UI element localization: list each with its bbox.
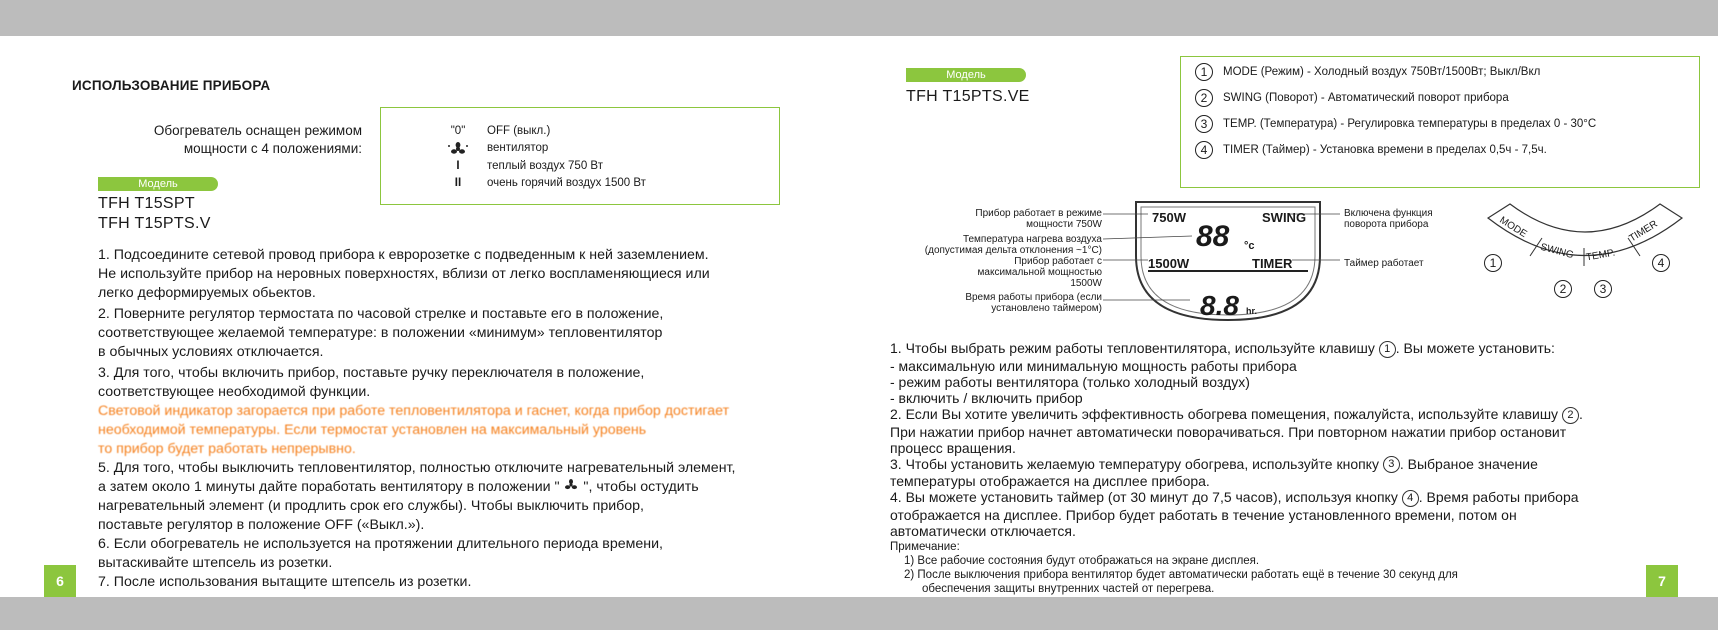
label-line: Включена функция [1344, 208, 1433, 219]
instruction-line: - максимальную или минимальную мощность работы прибора [890, 357, 1297, 374]
paragraph-line: нагревательный элемент (и продлить срок его службы). Чтобы выключить прибор, [98, 498, 645, 514]
number-circle: 1 [1195, 63, 1213, 81]
paragraph-line: Не используйте прибор на неровных поверхностях, вблизи от легко воспламеняющиеся или [98, 266, 710, 282]
notes [890, 540, 1458, 596]
label-line: 1500W [1070, 278, 1102, 289]
instruction-line: автоматически отключается. [890, 523, 1076, 540]
legend-row [1195, 141, 1547, 159]
label-line: поворота прибора [1344, 219, 1429, 230]
label-line: Температура нагрева воздуха [962, 234, 1102, 245]
paragraph-line: поставьте регулятор в положение OFF («Выкл.»). [98, 517, 425, 533]
number-circle: 2 [1554, 280, 1572, 298]
mode-symbol: "0" [450, 125, 466, 137]
label-750w [900, 208, 1102, 230]
label-line: установлено таймером) [991, 303, 1102, 314]
paragraph-line: соответствующее желаемой температуре: в положении «минимум» тепловентилятор [98, 325, 663, 341]
label-line: максимальной мощностью [977, 267, 1102, 278]
paragraph-line: 1. Подсоедините сетевой провод прибора к евророзетке с подведенным к ней заземлением. [98, 247, 709, 263]
legend-text: SWING (Поворот) - Автоматический поворот прибора [1223, 92, 1509, 104]
display-swing: SWING [1262, 210, 1307, 225]
model-label: Модель [906, 68, 1026, 82]
instruction-text: . Выбраное значение [1399, 455, 1538, 472]
legend-text: TEMP. (Температура) - Регулировка температуры в пределах 0 - 30°C [1223, 118, 1597, 130]
legend-text: MODE (Режим) - Холодный воздух 750Вт/1500Вт; Выкл/Вкл [1223, 66, 1541, 78]
mode-row-fan [441, 142, 548, 159]
number-circle: 2 [1195, 89, 1213, 107]
legend-row [1195, 115, 1596, 133]
model-name: TFH T15PTS.VE [906, 88, 1030, 105]
intro-line: Обогреватель оснащен режимом [153, 123, 362, 138]
instruction-line: - включить / включить прибор [890, 389, 1083, 406]
legend-row [1195, 63, 1540, 81]
mode-text: теплый воздух 750 Вт [487, 160, 603, 172]
display-timer: TIMER [1252, 256, 1293, 271]
swing-button[interactable]: SWING [1539, 241, 1575, 262]
note-line: 1) Все рабочие состояния будут отображаться на экране дисплея. [904, 555, 1260, 567]
paragraph-line: 3. Для того, чтобы включить прибор, поставьте ручку переключателя в положение, [98, 365, 645, 381]
label-line: Таймер работает [1344, 258, 1424, 269]
instructions-left [98, 246, 735, 592]
intro-line: мощности с 4 положениями: [183, 141, 362, 156]
model-name: TFH T15SPT [98, 195, 195, 212]
instruction-line [890, 340, 1583, 358]
display-time: 8.8 [1200, 290, 1239, 321]
instruction-text: 1. Чтобы выбрать режим работы тепловентилятора, используйте клавишу [890, 340, 1379, 356]
instruction-text: . [1578, 405, 1583, 422]
note-line: 2) После выключения прибора вентилятор будет автоматически работать ещё в течение 30 секунд для [904, 569, 1458, 581]
display-temp-unit: °c [1244, 240, 1255, 252]
number-circle: 2 [1562, 407, 1579, 424]
timer-button[interactable]: TIMER [1627, 218, 1660, 245]
warning-line: то прибор будет работать непрерывно. [98, 441, 356, 457]
paragraph-line: в обычных условиях отключается. [98, 344, 324, 360]
mode-button[interactable]: MODE [1497, 214, 1529, 241]
warning-line: необходимой температуры. Если термостат установлен на максимальный уровень [98, 422, 647, 438]
legend-row [1195, 89, 1509, 107]
label-line: Время работы прибора (если [965, 292, 1102, 303]
page-number-left: 6 [44, 565, 76, 597]
top-band [0, 0, 1718, 36]
number-circle: 3 [1383, 456, 1400, 473]
mode-symbol: II [454, 177, 462, 189]
legend-text: TIMER (Таймер) - Установка времени в пределах 0,5ч - 7,5ч. [1223, 144, 1547, 156]
mode-row-1500 [441, 177, 646, 189]
note-line: обеспечения защиты внутренних частей от перегрева. [922, 583, 1215, 595]
instruction-text: 3. Чтобы установить желаемую температуру обогрева, используйте кнопку [890, 455, 1383, 472]
label-timer-time [900, 292, 1102, 314]
mode-text: OFF (выкл.) [487, 125, 551, 137]
instruction-line [890, 406, 1583, 424]
instruction-text: 2. Если Вы хотите увеличить эффективность обогрева помещения, пожалуйста, используйте клавишу [890, 405, 1562, 422]
mode-row-750 [441, 160, 603, 172]
paragraph-text: ", чтобы остудить [579, 479, 699, 495]
paragraph-line: соответствующее необходимой функции. [98, 384, 371, 400]
paragraph-line: 2. Поверните регулятор термостата по часовой стрелке и поставьте его в положение, [98, 306, 664, 322]
label-1500w [900, 256, 1102, 289]
label-line: Прибор работает в режиме [975, 208, 1102, 219]
temp-button[interactable]: TEMP. [1585, 247, 1617, 264]
mode-symbol: I [456, 160, 460, 172]
number-circle: 4 [1195, 141, 1213, 159]
fan-icon [441, 142, 475, 159]
label-swing [1344, 208, 1433, 230]
number-circle: 4 [1652, 254, 1670, 272]
display-750w: 750W [1152, 210, 1186, 225]
display-1500w: 1500W [1148, 256, 1190, 271]
instruction-line: температуры отображается на дисплее прибора. [890, 473, 1210, 490]
model-label: Модель [98, 177, 218, 191]
mode-text: вентилятор [487, 142, 549, 154]
instruction-line: При нажатии прибор начнет автоматически поворачиваться. При повторном нажатии прибор остановит [890, 423, 1567, 440]
instruction-text: . Вы можете установить: [1395, 340, 1555, 356]
model-name: TFH T15PTS.V [98, 215, 211, 232]
display-temp: 88 [1196, 220, 1230, 253]
instruction-text: 4. Вы можете установить таймер (от 30 минут до 7,5 часов), используя кнопку [890, 489, 1402, 506]
paragraph-text: а затем около 1 минуты дайте поработать вентилятору в положении " [98, 479, 564, 495]
paragraph-line [98, 459, 735, 478]
bottom-band [0, 597, 1718, 630]
paragraph-text: 5. Для того, чтобы выключить тепловентилятор, полностью отключите нагревательный элемент, [98, 460, 736, 476]
label-timer-on [1344, 258, 1424, 269]
number-circle: 4 [1402, 490, 1419, 507]
label-line: Прибор работает с [1014, 256, 1102, 267]
fan-icon [563, 479, 579, 495]
instructions-right [890, 340, 1583, 539]
paragraph-line: вытаскивайте штепсель из розетки. [98, 555, 333, 571]
label-line: мощности 750W [1026, 219, 1102, 230]
display-time-unit: hr. [1246, 306, 1258, 316]
number-circle: 3 [1594, 280, 1612, 298]
page-number-right: 7 [1646, 565, 1678, 597]
paragraph-line: 7. После использования вытащите штепсель из розетки. [98, 574, 472, 590]
label-line: (допустимая дельта отклонения ~1°C) [924, 245, 1102, 256]
instruction-line [890, 489, 1583, 507]
warning-line: Световой индикатор загорается при работе тепловентилятора и гаснет, когда прибор достигает [98, 403, 730, 419]
instruction-text: . Время работы прибора [1418, 489, 1579, 506]
instruction-line: отображается на дисплее. Прибор будет работать в течение установленного времени, потом он [890, 507, 1517, 524]
mode-row-off [441, 125, 550, 137]
number-circle: 3 [1195, 115, 1213, 133]
paragraph-line: легко деформируемых обьектов. [98, 285, 316, 301]
number-circle: 1 [1484, 254, 1502, 272]
label-temp [880, 234, 1102, 256]
button-legend [1180, 56, 1700, 188]
instruction-line: - режим работы вентилятора (только холодный воздух) [890, 373, 1250, 390]
section-title: ИСПОЛЬЗОВАНИЕ ПРИБОРА [72, 78, 271, 93]
instruction-line [890, 456, 1583, 474]
paragraph-line [98, 478, 735, 497]
number-circle: 1 [1379, 341, 1396, 358]
note-title: Примечание: [890, 541, 960, 553]
instruction-line: процесс вращения. [890, 439, 1016, 456]
modes-box [380, 107, 780, 205]
paragraph-line: 6. Если обогреватель не используется на протяжении длительного периода времени, [98, 536, 663, 552]
intro-text [100, 122, 362, 158]
mode-text: очень горячий воздух 1500 Вт [487, 177, 646, 189]
